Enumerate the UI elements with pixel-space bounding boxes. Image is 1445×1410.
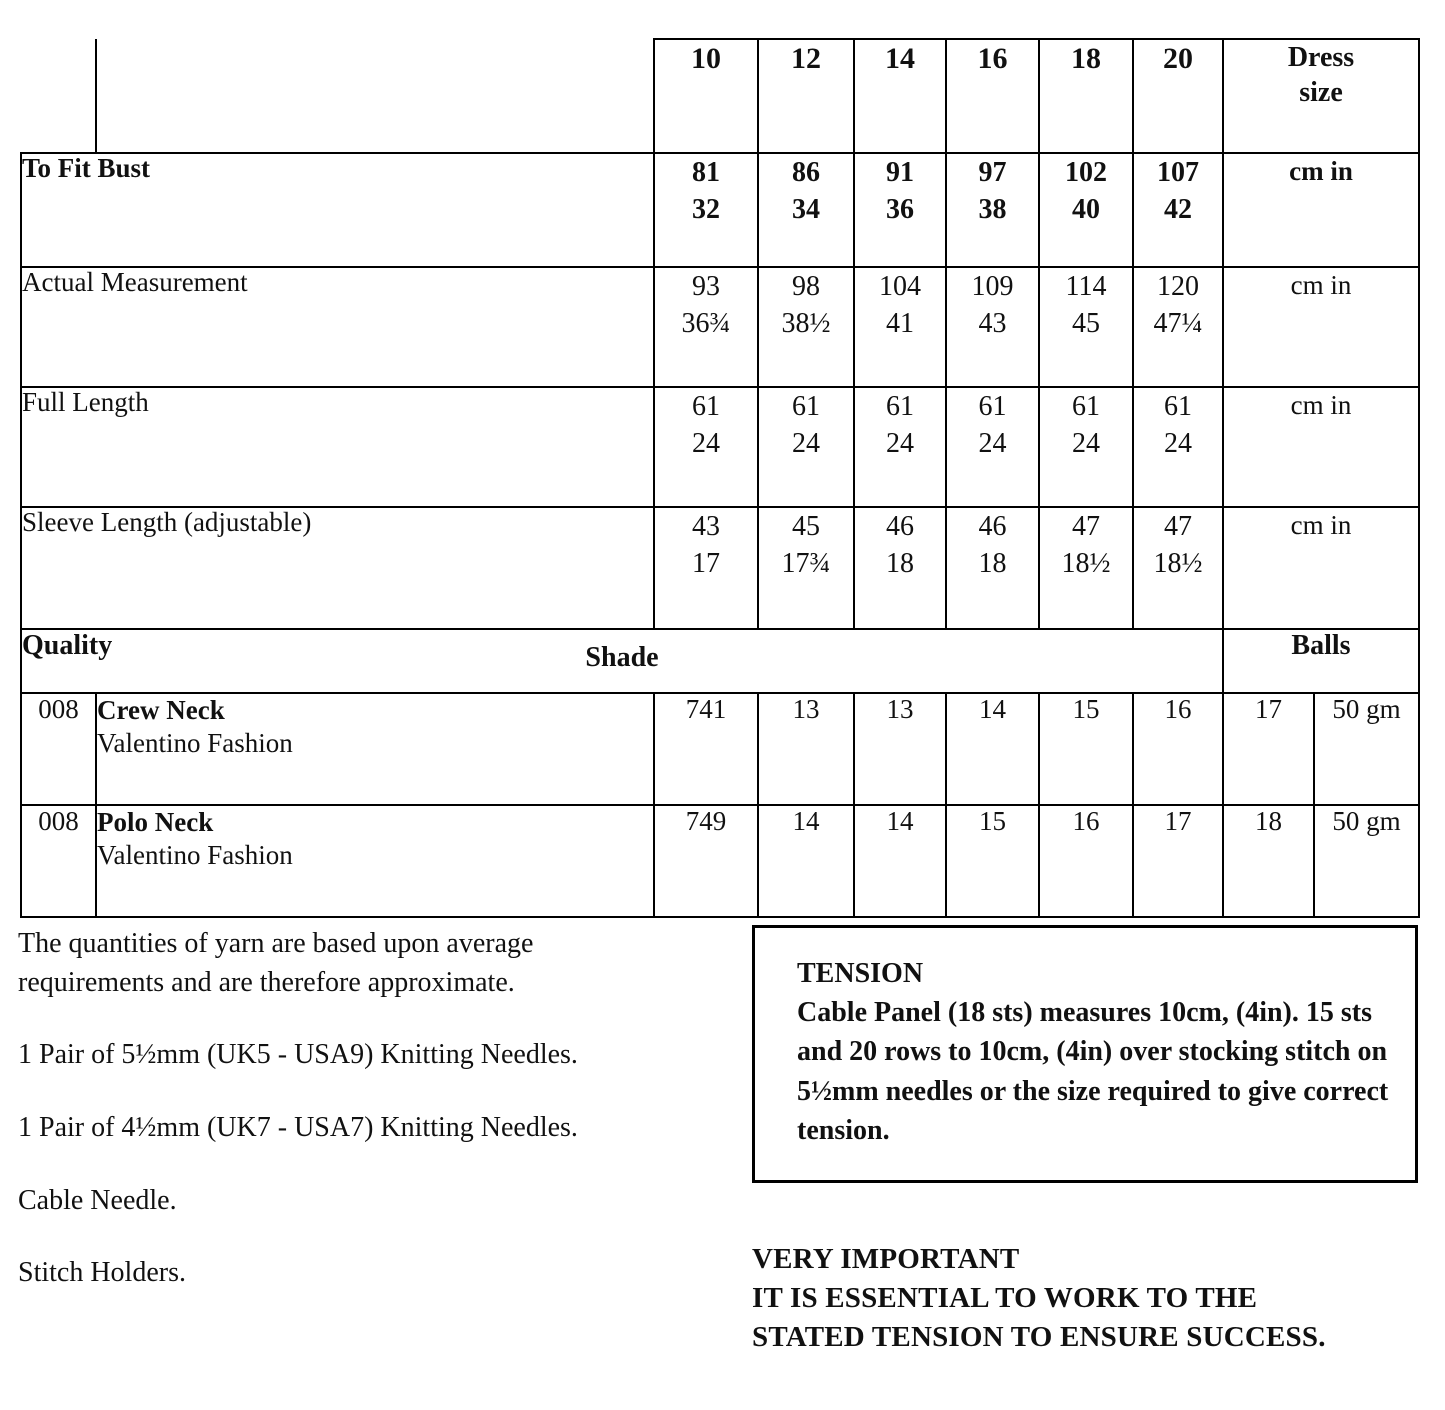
cell-actual-measurement-12	[758, 267, 854, 387]
cell-full-length-20	[1133, 387, 1223, 507]
header-dress-size	[1223, 39, 1419, 153]
value-cm: 86	[792, 157, 820, 188]
cell-sleeve-length-18	[1039, 507, 1133, 629]
unit-cm: cm	[1289, 156, 1324, 186]
cell-full-length-18	[1039, 387, 1133, 507]
unit-to-fit-bust	[1223, 153, 1419, 267]
cell-sleeve-length-12	[758, 507, 854, 629]
table-row-quality-shade-balls	[21, 629, 1419, 693]
very-important-notice	[752, 1240, 1432, 1357]
yarn-weight-crew: 50 gm	[1314, 693, 1419, 805]
header-spacer-left	[21, 39, 96, 153]
value-in: 40	[1072, 194, 1100, 226]
yarn-balls-crew-18: 16	[1133, 693, 1223, 805]
yarn-balls-polo-12: 14	[854, 805, 946, 917]
cell-actual-measurement-18	[1039, 267, 1133, 387]
value-in: 36	[886, 194, 914, 226]
value-in: 17	[692, 548, 720, 580]
cell-to-fit-bust-18	[1039, 153, 1133, 267]
table-row-full-length	[21, 387, 1419, 507]
note-needles-4half: 1 Pair of 4½mm (UK7 - USA7) Knitting Needles.	[18, 1111, 578, 1143]
cell-to-fit-bust-12	[758, 153, 854, 267]
value-in: 24	[1072, 428, 1100, 460]
cell-actual-measurement-10	[654, 267, 758, 387]
tension-title: TENSION	[797, 958, 924, 989]
band-quality-shade	[21, 629, 1223, 693]
yarn-name-polo	[96, 805, 654, 917]
tension-body: Cable Panel (18 sts) measures 10cm, (4in). 15 sts and 20 rows to 10cm, (4in) over stocking stitch on 5½mm needles or the size required to give correct tension.	[797, 997, 1389, 1146]
band-label-balls: Balls	[1223, 629, 1419, 693]
cell-full-length-16	[946, 387, 1039, 507]
header-size-10: 10	[654, 39, 758, 153]
yarn-neck-style-crew: Crew Neck	[97, 695, 225, 725]
tension-content	[755, 928, 1415, 1150]
yarn-balls-polo-14: 15	[946, 805, 1039, 917]
cell-full-length-12	[758, 387, 854, 507]
unit-cm: cm	[1290, 270, 1324, 300]
yarn-balls-crew-20: 17	[1223, 693, 1314, 805]
unit-in: in	[1330, 390, 1352, 420]
yarn-quality-polo: Valentino Fashion	[97, 839, 293, 870]
yarn-code-crew: 008	[21, 693, 96, 805]
table-row-yarn-polo-neck	[21, 805, 1419, 917]
header-size-14: 14	[854, 39, 946, 153]
value-cm: 61	[886, 391, 914, 422]
note-needles-5half: 1 Pair of 5½mm (UK5 - USA9) Knitting Needles.	[18, 1039, 578, 1071]
unit-cm: cm	[1290, 510, 1324, 540]
value-cm: 91	[886, 157, 914, 188]
value-in: 18	[978, 548, 1007, 580]
note-quantities: The quantities of yarn are based upon average requirements and are therefore approximate.	[18, 928, 534, 998]
header-spacer-mid	[96, 39, 654, 153]
yarn-weight-polo: 50 gm	[1314, 805, 1419, 917]
value-cm: 46	[978, 511, 1007, 542]
row-label-actual-measurement: Actual Measurement	[21, 267, 654, 387]
yarn-balls-crew-12: 13	[854, 693, 946, 805]
table-header-row	[21, 39, 1419, 153]
value-in: 36¾	[681, 308, 731, 340]
header-size-12: 12	[758, 39, 854, 153]
value-in: 34	[792, 194, 820, 226]
cell-to-fit-bust-20	[1133, 153, 1223, 267]
cell-actual-measurement-20	[1133, 267, 1223, 387]
value-in: 18	[886, 548, 914, 580]
value-cm: 61	[1072, 391, 1100, 422]
table-row-actual-measurement	[21, 267, 1419, 387]
value-cm: 97	[978, 157, 1007, 188]
header-size-20: 20	[1133, 39, 1223, 153]
value-cm: 98	[792, 271, 820, 302]
yarn-shade-polo: 749	[654, 805, 758, 917]
value-in: 41	[886, 308, 914, 340]
cell-sleeve-length-20	[1133, 507, 1223, 629]
value-cm: 43	[692, 511, 720, 542]
value-in: 24	[978, 428, 1007, 460]
header-size-16: 16	[946, 39, 1039, 153]
yarn-balls-polo-20: 18	[1223, 805, 1314, 917]
cell-to-fit-bust-10	[654, 153, 758, 267]
value-in: 24	[692, 428, 720, 460]
yarn-balls-polo-16: 16	[1039, 805, 1133, 917]
header-size-18: 18	[1039, 39, 1133, 153]
yarn-balls-crew-16: 15	[1039, 693, 1133, 805]
yarn-neck-style-polo: Polo Neck	[97, 807, 214, 837]
yarn-balls-crew-14: 14	[946, 693, 1039, 805]
value-in: 42	[1164, 194, 1192, 226]
header-dress-size-line1: Dress	[1287, 42, 1355, 73]
value-in: 24	[1164, 428, 1192, 460]
cell-to-fit-bust-14	[854, 153, 946, 267]
header-dress-size-line2: size	[1299, 77, 1343, 108]
important-line-3: STATED TENSION TO ENSURE SUCCESS.	[752, 1320, 1326, 1353]
band-label-shade: Shade	[585, 642, 659, 673]
row-label-to-fit-bust: To Fit Bust	[21, 153, 654, 267]
yarn-name-crew	[96, 693, 654, 805]
value-cm: 45	[792, 511, 820, 542]
value-in: 24	[792, 428, 820, 460]
value-in: 17¾	[781, 548, 831, 580]
value-cm: 81	[692, 157, 720, 188]
value-cm: 46	[886, 511, 914, 542]
table-row-yarn-crew-neck	[21, 693, 1419, 805]
value-in: 43	[978, 308, 1007, 340]
value-cm: 47	[1072, 511, 1100, 542]
important-line-1: VERY IMPORTANT	[752, 1243, 1020, 1275]
value-in: 18½	[1061, 548, 1111, 580]
value-in: 24	[886, 428, 914, 460]
value-in: 38	[978, 194, 1007, 226]
yarn-quality-crew: Valentino Fashion	[97, 727, 293, 758]
materials-notes	[18, 925, 678, 1293]
tension-box	[752, 925, 1418, 1183]
cell-actual-measurement-16	[946, 267, 1039, 387]
value-cm: 47	[1164, 511, 1192, 542]
yarn-shade-crew: 741	[654, 693, 758, 805]
value-in: 45	[1072, 308, 1100, 340]
value-cm: 102	[1065, 157, 1107, 188]
unit-sleeve-length	[1223, 507, 1419, 629]
value-cm: 104	[879, 271, 921, 302]
unit-in: in	[1330, 510, 1352, 540]
unit-cm: cm	[1290, 390, 1324, 420]
unit-full-length	[1223, 387, 1419, 507]
yarn-balls-polo-10: 14	[758, 805, 854, 917]
table-row-to-fit-bust	[21, 153, 1419, 267]
table-row-sleeve-length	[21, 507, 1419, 629]
cell-full-length-10	[654, 387, 758, 507]
cell-sleeve-length-16	[946, 507, 1039, 629]
value-cm: 61	[692, 391, 720, 422]
cell-sleeve-length-14	[854, 507, 946, 629]
value-in: 32	[692, 194, 720, 226]
row-label-full-length: Full Length	[21, 387, 654, 507]
value-cm: 61	[1164, 391, 1192, 422]
value-cm: 107	[1157, 157, 1199, 188]
value-cm: 114	[1065, 271, 1107, 302]
unit-actual-measurement	[1223, 267, 1419, 387]
value-cm: 109	[971, 271, 1014, 302]
yarn-balls-polo-18: 17	[1133, 805, 1223, 917]
unit-in: in	[1330, 156, 1353, 186]
value-cm: 61	[978, 391, 1007, 422]
important-line-2: IT IS ESSENTIAL TO WORK TO THE	[752, 1281, 1258, 1314]
yarn-code-polo: 008	[21, 805, 96, 917]
value-cm: 93	[692, 271, 720, 302]
cell-actual-measurement-14	[854, 267, 946, 387]
value-in: 47¼	[1153, 308, 1203, 340]
value-cm: 120	[1157, 271, 1199, 302]
unit-in: in	[1330, 270, 1352, 300]
row-label-sleeve-length: Sleeve Length (adjustable)	[21, 507, 654, 629]
cell-full-length-14	[854, 387, 946, 507]
yarn-balls-crew-10: 13	[758, 693, 854, 805]
note-stitch-holders: Stitch Holders.	[18, 1257, 186, 1289]
value-cm: 61	[792, 391, 820, 422]
cell-sleeve-length-10	[654, 507, 758, 629]
note-cable-needle: Cable Needle.	[18, 1184, 177, 1216]
value-in: 38½	[781, 308, 831, 340]
band-label-quality: Quality	[22, 630, 113, 661]
cell-to-fit-bust-16	[946, 153, 1039, 267]
size-and-yarn-table	[20, 38, 1420, 918]
value-in: 18½	[1153, 548, 1203, 580]
